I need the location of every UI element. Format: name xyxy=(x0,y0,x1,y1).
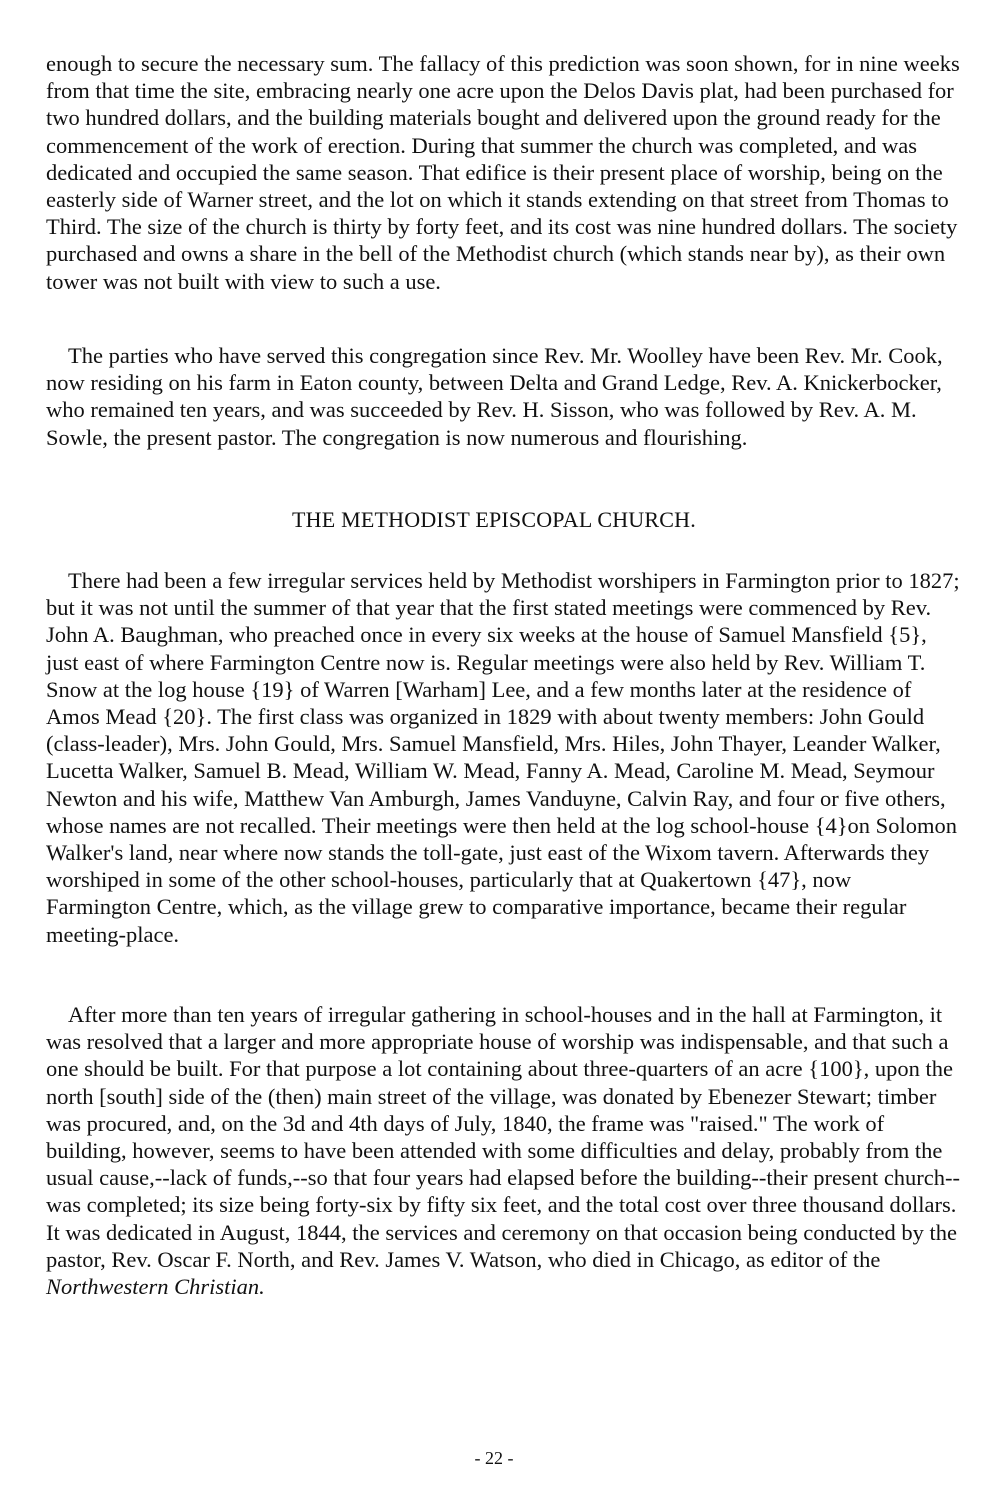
paragraph-building-completion: enough to secure the necessary sum. The fallacy of this prediction was soon shown, for in nine weeks from that time the site, embracing nearly one acre upon the Delos Davis plat, had been purchased for two hundred dollars, and the building materials bought and delivered upon the ground ready for the commencement of the work of erection. During that summer the church was completed, and was dedicated and occupied the same season. That edifice is their present place of worship, being on the easterly side of Warner street, and the lot on which it stands extending on that street from Thomas to Third. The size of the church is thirty by forty feet, and its cost was nine hundred dollars. The society purchased and owns a share in the bell of the Methodist church (which stands near by), as their own tower was not built with view to such a use. xyxy=(46,51,960,294)
newspaper-title: Northwestern Christian. xyxy=(46,1274,265,1300)
section-heading: THE METHODIST EPISCOPAL CHURCH. xyxy=(292,507,696,532)
paragraph-church-building-text: After more than ten years of irregular gathering in school-houses and in the hall at Farmington, it was resolved that a larger and more appropriate house of worship was indispensable, and that such a one should be built. For that purpose a lot containing about three-quarters of an acre {100}, upon the north [south] side of the (then) main street of the village, was donated by Ebenezer Stewart; timber was procured, and, on the 3d and 4th days of July, 1840, the frame was "raised." The work of building, however, seems to have been attended with some difficulties and delay, probably from the usual cause,--lack of funds,--so that four years had elapsed before the building--their present church--was completed; its size being forty-six by fifty six feet, and the total cost over three thousand dollars. It was dedicated in August, 1844, the services and ceremony on that occasion being conducted by the pastor, Rev. Oscar F. North, and Rev. James V. Watson, who died in Chicago, as editor of the xyxy=(46,1002,961,1272)
paragraph-early-methodist-services: There had been a few irregular services held by Methodist worshipers in Farmington prior to 1827; but it was not until the summer of that year that the first stated meetings were commenced by Rev. John A. Baughman, who preached once in every six weeks at the house of Samuel Mansfield {5}, just east of where Farmington Centre now is. Regular meetings were also held by Rev. William T. Snow at the log house {19} of Warren [Warham] Lee, and a few months later at the residence of Amos Mead {20}. The first class was organized in 1829 with about twenty members: John Gould (class-leader), Mrs. John Gould, Mrs. Samuel Mansfield, Mrs. Hiles, John Thayer, Leander Walker, Lucetta Walker, Samuel B. Mead, William W. Mead, Fanny A. Mead, Caroline M. Mead, Seymour Newton and his wife, Matthew Van Amburgh, James Vanduyne, Calvin Ray, and four or five others, whose names are not recalled. Their meetings were then held at the log school-house {4}on Solomon Walker's land, near where now stands the toll-gate, just east of the Wixom tavern. Afterwards they worshiped in some of the other school-houses, particularly that at Quakertown {47}, now Farmington Centre, which, as the village grew to comparative importance, became their regular meeting-place. xyxy=(46,568,960,947)
page-number: - 22 - xyxy=(474,1448,514,1468)
paragraph-church-building xyxy=(46,1001,961,1300)
paragraph-pastors: The parties who have served this congregation since Rev. Mr. Woolley have been Rev. Mr. Cook, now residing on his farm in Eaton county, between Delta and Grand Ledge, Rev. A. Knickerbocker, who remained ten years, and was succeeded by Rev. H. Sisson, who was followed by Rev. A. M. Sowle, the present pastor. The congregation is now numerous and flourishing. xyxy=(46,343,943,450)
